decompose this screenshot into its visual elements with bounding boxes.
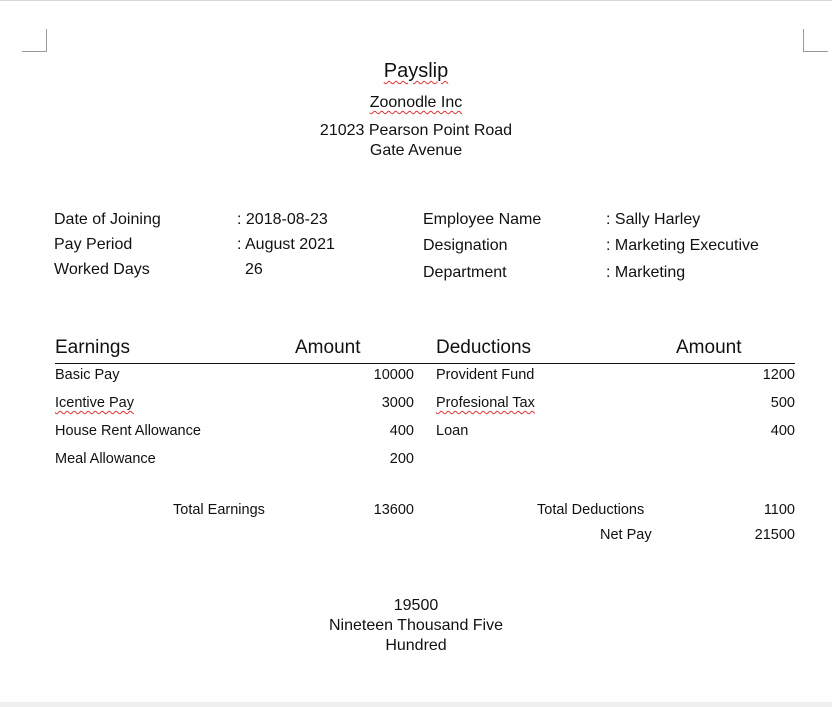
earnings-header[interactable]: Earnings xyxy=(55,337,130,358)
deduction-amount-professional-tax[interactable]: 500 xyxy=(770,395,795,411)
info-value-period[interactable]: : August 2021 xyxy=(237,236,335,253)
info-value-designation[interactable]: : Marketing Executive xyxy=(606,237,759,254)
total-earnings-value[interactable]: 13600 xyxy=(373,502,414,518)
earning-amount-basic-pay[interactable]: 10000 xyxy=(373,367,414,383)
amount-words-line-1[interactable]: Nineteen Thousand Five xyxy=(328,617,504,634)
deduction-label-provident-fund[interactable]: Provident Fund xyxy=(436,367,535,383)
net-pay-label[interactable]: Net Pay xyxy=(600,527,652,543)
company-text: Zoonodle Inc xyxy=(369,94,463,111)
earning-label-meal[interactable]: Meal Allowance xyxy=(55,451,156,467)
total-earnings-label[interactable]: Total Earnings xyxy=(173,502,265,518)
info-value-employee-name[interactable]: : Sally Harley xyxy=(606,211,701,228)
margin-corner-mark-right xyxy=(803,29,828,52)
address-line-2[interactable]: Gate Avenue xyxy=(369,142,463,159)
earning-label-hra[interactable]: House Rent Allowance xyxy=(55,423,201,439)
earning-label-incentive-pay[interactable] xyxy=(55,395,134,411)
deduction-amount-loan[interactable]: 400 xyxy=(770,423,795,439)
amount-words-line-2[interactable]: Hundred xyxy=(385,637,447,654)
net-pay-value[interactable]: 21500 xyxy=(754,527,795,543)
amount-number[interactable]: 19500 xyxy=(393,597,439,614)
info-label-employee-name[interactable]: Employee Name xyxy=(423,211,542,228)
margin-corner-mark-left xyxy=(22,29,47,52)
earning-amount-meal[interactable]: 200 xyxy=(389,451,414,467)
page-bottom-edge xyxy=(0,702,832,707)
earning-label-basic-pay[interactable]: Basic Pay xyxy=(55,367,120,383)
info-value-worked-days[interactable]: 26 xyxy=(245,261,263,278)
deduction-label-loan[interactable]: Loan xyxy=(436,423,469,439)
company-name[interactable] xyxy=(316,94,516,112)
total-deductions-value[interactable]: 1100 xyxy=(763,502,795,518)
info-value-joining[interactable]: : 2018-08-23 xyxy=(237,211,328,228)
earning-amount-hra[interactable]: 400 xyxy=(389,423,414,439)
total-deductions-label[interactable]: Total Deductions xyxy=(537,502,645,518)
info-label-designation[interactable]: Designation xyxy=(423,237,508,254)
info-label-worked-days[interactable]: Worked Days xyxy=(54,261,150,278)
info-label-department[interactable]: Department xyxy=(423,264,507,281)
table-header-rule xyxy=(55,363,795,364)
info-value-department[interactable]: : Marketing xyxy=(606,264,686,281)
earning-label-incentive-text: Icentive Pay xyxy=(55,395,134,411)
deduction-label-tax-text: Profesional Tax xyxy=(436,395,535,411)
payslip-title[interactable] xyxy=(316,60,516,83)
page-top-edge xyxy=(0,0,832,1)
deduction-amount-provident-fund[interactable]: 1200 xyxy=(762,367,795,383)
earnings-amount-header[interactable]: Amount xyxy=(295,337,361,358)
info-label-joining[interactable]: Date of Joining xyxy=(54,211,161,228)
deductions-amount-header[interactable]: Amount xyxy=(676,337,742,358)
deduction-label-professional-tax[interactable] xyxy=(436,395,535,411)
title-text: Payslip xyxy=(383,60,449,82)
info-label-period[interactable]: Pay Period xyxy=(54,236,133,253)
deductions-header[interactable]: Deductions xyxy=(436,337,532,358)
address-line-1[interactable]: 21023 Pearson Point Road xyxy=(319,122,513,139)
earning-amount-incentive-pay[interactable]: 3000 xyxy=(381,395,414,411)
